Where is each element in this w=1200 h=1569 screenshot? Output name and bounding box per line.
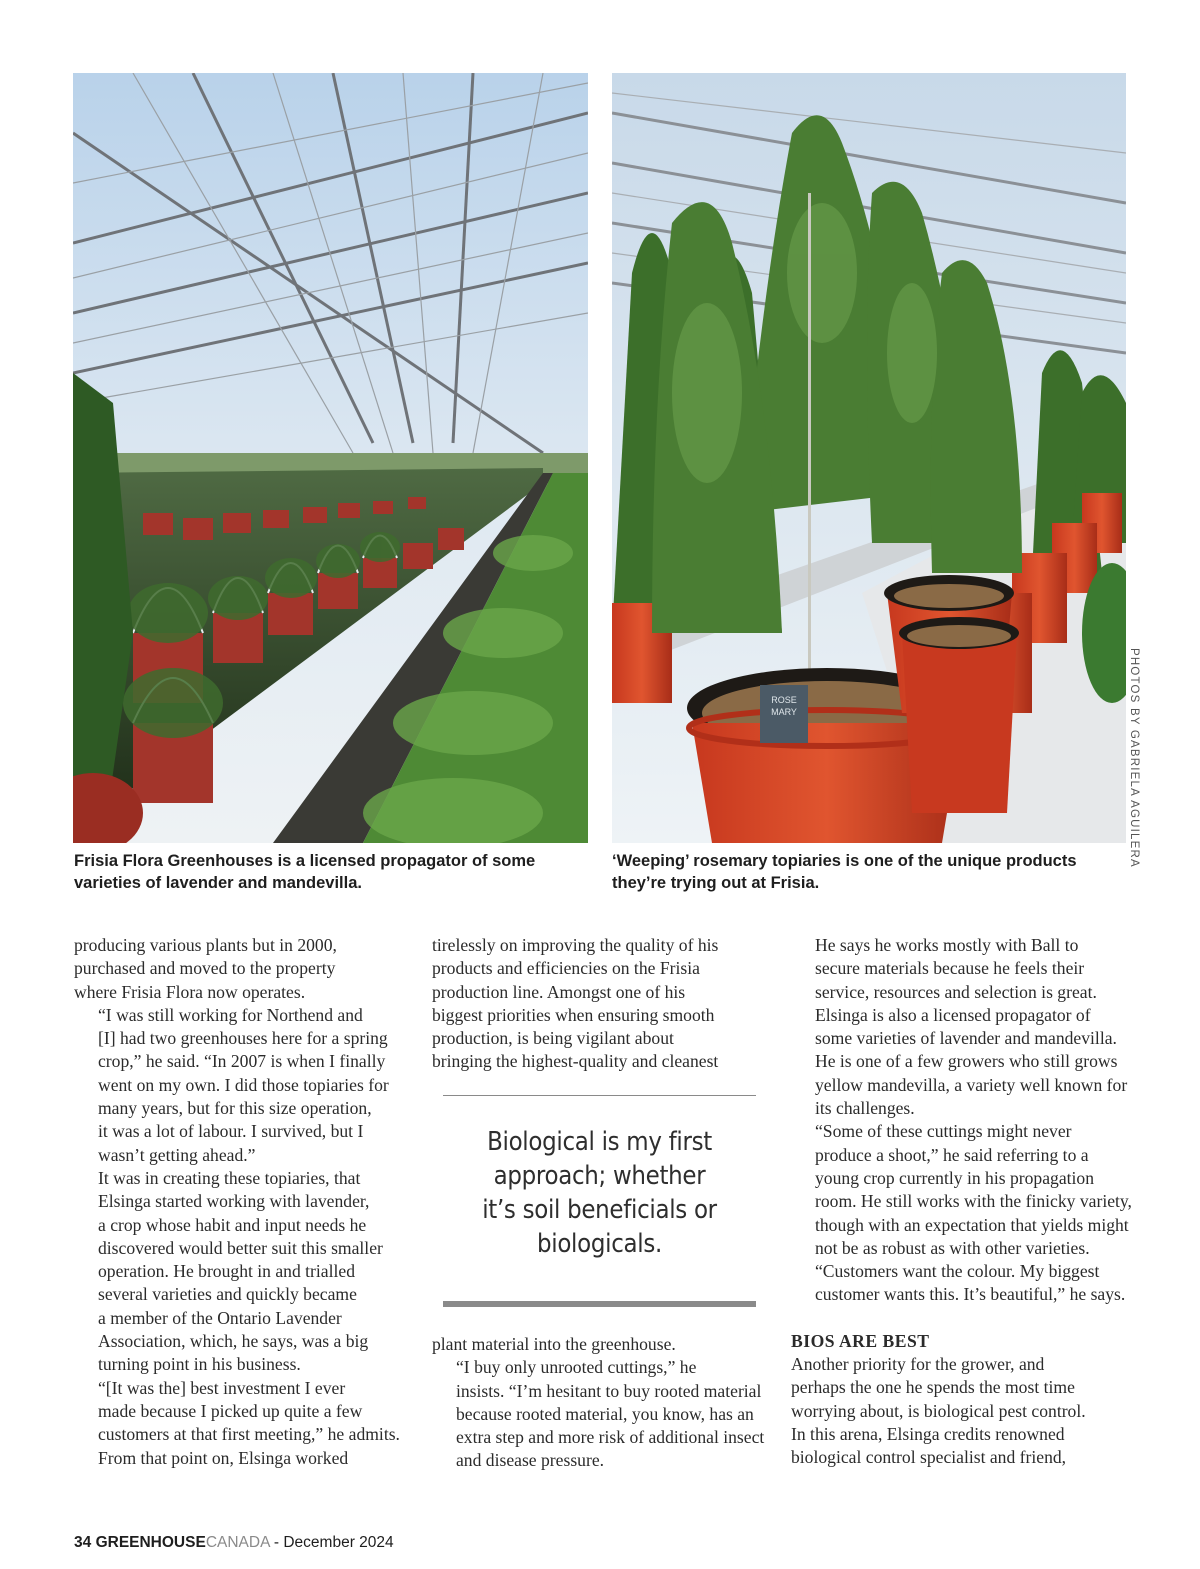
- text-line: Elsinga is also a licensed propagator of: [815, 1004, 1091, 1025]
- text-line: a crop whose habit and input needs he: [98, 1214, 367, 1235]
- text-line: bringing the highest-quality and cleanest: [432, 1051, 719, 1072]
- right-photo-caption: [612, 850, 1117, 894]
- text-line: not be as robust as with other varieties.: [815, 1237, 1090, 1258]
- text-line: it was a lot of labour. I survived, but I: [98, 1121, 364, 1142]
- photo-credit: PHOTOS BY GABRIELA AGUILERA: [1128, 648, 1140, 868]
- caption-line: they’re trying out at Frisia.: [612, 874, 820, 892]
- text-line: room. He still works with the finicky variety,: [815, 1191, 1132, 1212]
- paragraph: [432, 934, 772, 1074]
- caption-line: Frisia Flora Greenhouses is a licensed propagator of some: [74, 852, 536, 870]
- text-line: He says he works mostly with Ball to: [815, 935, 1079, 955]
- text-line: service, resources and selection is great.: [815, 981, 1097, 1002]
- text-line: plant material into the greenhouse.: [432, 1334, 676, 1354]
- text-line: discovered would better suit this smaller: [98, 1237, 383, 1258]
- text-line: wasn’t getting ahead.”: [98, 1144, 256, 1165]
- text-line: biological control specialist and friend,: [791, 1447, 1067, 1468]
- section-subhead: BIOS ARE BEST: [791, 1330, 930, 1351]
- tag-line-2: MARY: [771, 707, 797, 717]
- text-line: and disease pressure.: [456, 1450, 605, 1471]
- text-line: production line. Amongst one of his: [432, 981, 686, 1002]
- text-line: production, is being vigilant about: [432, 1028, 674, 1049]
- text-line: several varieties and quickly became: [98, 1284, 357, 1305]
- text-line: “[It was the] best investment I ever: [98, 1377, 346, 1398]
- paragraph: [791, 934, 1131, 1004]
- text-line: secure materials because he feels their: [815, 958, 1085, 979]
- footer-separator: -: [273, 1534, 280, 1551]
- text-line: producing various plants but in 2000,: [74, 935, 337, 955]
- text-line: [I] had two greenhouses here for a spring: [98, 1028, 388, 1049]
- issue-date: December 2024: [283, 1534, 394, 1551]
- text-line: purchased and moved to the property: [74, 958, 336, 979]
- text-line: perhaps the one he spends the most time: [791, 1377, 1075, 1398]
- article-column-2-bottom: [432, 1333, 772, 1473]
- text-line: some varieties of lavender and mandevilla.: [815, 1028, 1117, 1049]
- text-line: “I buy only unrooted cuttings,” he: [456, 1357, 697, 1378]
- paragraph: [432, 1333, 772, 1356]
- magazine-country: CANADA: [205, 1534, 270, 1551]
- text-line: In this arena, Elsinga credits renowned: [791, 1423, 1065, 1444]
- page-footer: [74, 1534, 394, 1552]
- text-line: worrying about, is biological pest control.: [791, 1400, 1086, 1421]
- text-line: “I was still working for Northend and: [98, 1004, 363, 1025]
- paragraph: [791, 1004, 1131, 1120]
- paragraph: [791, 1120, 1131, 1260]
- paragraph: [74, 1447, 419, 1470]
- text-line: Another priority for the grower, and: [791, 1354, 1045, 1375]
- text-line: went on my own. I did those topiaries for: [98, 1074, 389, 1095]
- paragraph: [74, 1377, 419, 1447]
- text-line: where Frisia Flora now operates.: [74, 981, 306, 1002]
- text-line: “Customers want the colour. My biggest: [815, 1261, 1100, 1282]
- pull-quote: [443, 1095, 756, 1310]
- article-column-3: [791, 934, 1131, 1470]
- page-number: 34: [74, 1534, 92, 1551]
- paragraph: [74, 934, 419, 1004]
- text-line: operation. He brought in and trialled: [98, 1261, 355, 1282]
- text-line: products and efficiencies on the Frisia: [432, 958, 700, 979]
- pull-quote-top-rule: [443, 1095, 756, 1096]
- paragraph: [74, 1167, 419, 1377]
- caption-line: varieties of lavender and mandevilla.: [74, 874, 362, 892]
- greenhouse-photo: [73, 73, 588, 843]
- article-column-1: [74, 934, 419, 1470]
- text-line: He is one of a few growers who still grows: [815, 1051, 1118, 1072]
- text-line: From that point on, Elsinga worked: [98, 1447, 349, 1468]
- text-line: because rooted material, you know, has an: [456, 1403, 754, 1424]
- paragraph: [791, 1260, 1131, 1307]
- text-line: young crop currently in his propagation: [815, 1167, 1094, 1188]
- left-photo-caption: [74, 850, 574, 894]
- paragraph: [74, 1004, 419, 1167]
- text-line: It was in creating these topiaries, that: [98, 1167, 361, 1188]
- rosemary-topiary-photo: [612, 73, 1126, 843]
- paragraph: [791, 1353, 1131, 1469]
- magazine-name: GREENHOUSE: [95, 1534, 206, 1551]
- article-column-2-top: [432, 934, 772, 1074]
- text-line: made because I picked up quite a few: [98, 1400, 363, 1421]
- text-line: many years, but for this size operation,: [98, 1098, 372, 1119]
- text-line: customer wants this. It’s beautiful,” he says.: [815, 1284, 1126, 1305]
- text-line: biggest priorities when ensuring smooth: [432, 1004, 715, 1025]
- text-line: crop,” he said. “In 2007 is when I finally: [98, 1051, 386, 1072]
- text-line: tirelessly on improving the quality of his: [432, 935, 719, 955]
- caption-line: ‘Weeping’ rosemary topiaries is one of the unique products: [612, 852, 1077, 870]
- text-line: Association, which, he says, was a big: [98, 1331, 369, 1352]
- text-line: Elsinga started working with lavender,: [98, 1191, 370, 1212]
- text-line: though with an expectation that yields might: [815, 1214, 1129, 1235]
- text-line: customers at that first meeting,” he admits.: [98, 1424, 400, 1445]
- tag-line-1: ROSE: [771, 695, 797, 705]
- text-line: extra step and more risk of additional insect: [456, 1427, 765, 1448]
- pull-quote-bottom-rule: [443, 1301, 756, 1307]
- pull-quote-text: [433, 1125, 766, 1261]
- pull-quote-line: Biological is my first: [487, 1127, 712, 1157]
- text-line: a member of the Ontario Lavender: [98, 1307, 342, 1328]
- pull-quote-line: approach; whether: [493, 1161, 706, 1191]
- text-line: insists. “I’m hesitant to buy rooted material: [456, 1380, 762, 1401]
- paragraph: [432, 1356, 772, 1472]
- text-line: “Some of these cuttings might never: [815, 1121, 1072, 1142]
- text-line: its challenges.: [815, 1098, 915, 1119]
- text-line: turning point in his business.: [98, 1354, 301, 1375]
- pull-quote-line: biologicals.: [536, 1229, 662, 1259]
- text-line: produce a shoot,” he said referring to a: [815, 1144, 1089, 1165]
- text-line: yellow mandevilla, a variety well known for: [815, 1074, 1128, 1095]
- pull-quote-line: it’s soil beneficials or: [482, 1195, 717, 1225]
